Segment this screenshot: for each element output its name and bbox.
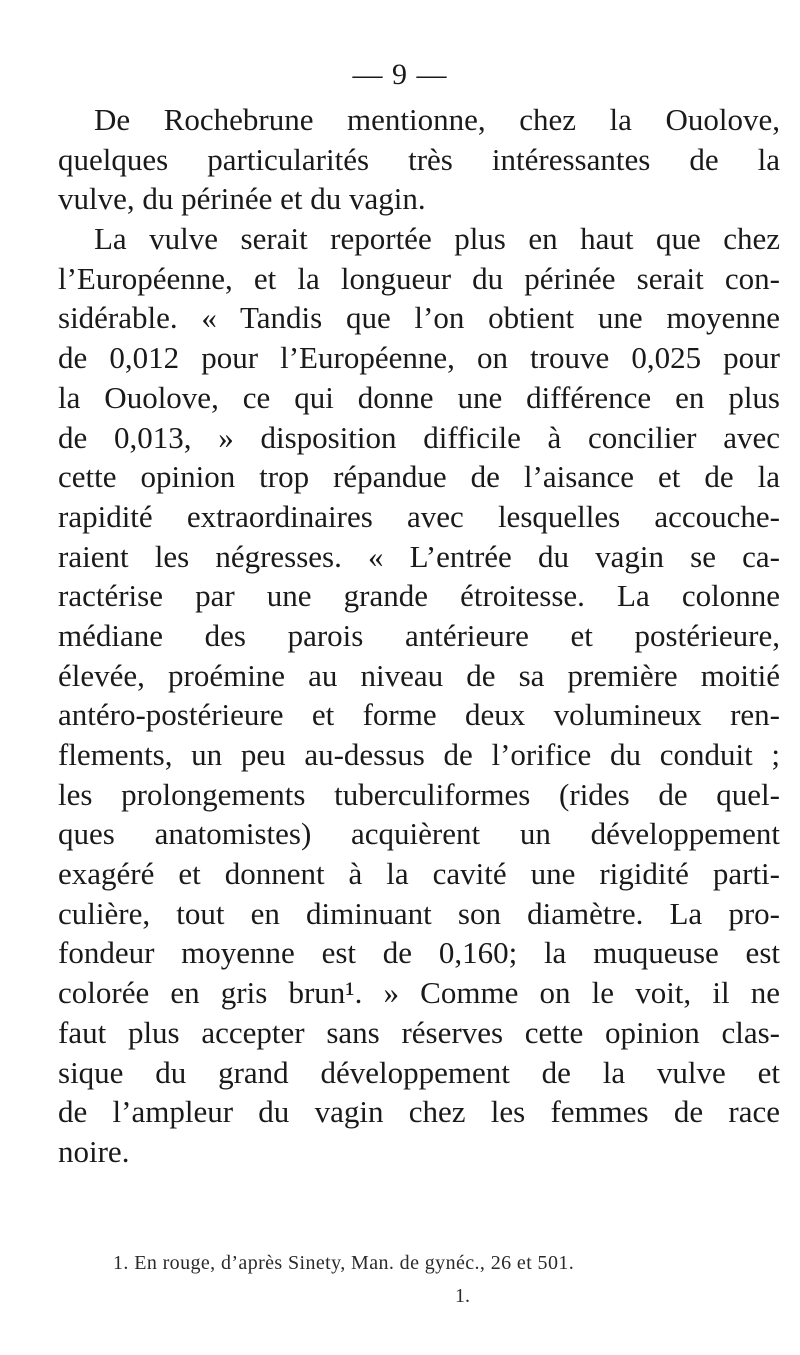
text-line: la Ouolove, ce qui donne une différence en plus: [58, 379, 780, 415]
text-line: élevée, proémine au niveau de sa première moitié: [58, 657, 780, 693]
text-line: antéro-postérieure et forme deux volumineux ren-: [58, 697, 780, 733]
text-line: cette opinion trop répandue de l’aisance et de la: [58, 459, 780, 495]
footnote: 1. En rouge, d’après Sinety, Man. de gynéc., 26 et 501.: [113, 1252, 575, 1274]
text-line: colorée en gris brun¹. » Comme on le voit, il ne: [58, 975, 780, 1011]
text-line: culière, tout en diminuant son diamètre. La pro-: [58, 895, 780, 931]
text-line: sique du grand développement de la vulve et: [58, 1054, 780, 1090]
text-line: de 0,012 pour l’Européenne, on trouve 0,025 pour: [58, 340, 780, 376]
text-line: sidérable. « Tandis que l’on obtient une moyenne: [58, 300, 780, 336]
text-line: de 0,013, » disposition difficile à concilier avec: [58, 419, 780, 455]
text-line: raient les négresses. « L’entrée du vagin se ca-: [58, 538, 780, 574]
text-line: faut plus accepter sans réserves cette opinion clas-: [58, 1014, 780, 1050]
text-line: noire.: [58, 1133, 130, 1169]
text-line: vulve, du périnée et du vagin.: [58, 181, 426, 217]
text-line: les prolongements tuberculiformes (rides de quel-: [58, 776, 780, 812]
text-line: de l’ampleur du vagin chez les femmes de race: [58, 1094, 780, 1130]
text-line: exagéré et donnent à la cavité une rigidité parti-: [58, 856, 780, 892]
text-line: quelques particularités très intéressantes de la: [58, 141, 780, 177]
text-line: l’Européenne, et la longueur du périnée serait con-: [58, 260, 780, 296]
text-line: rapidité extraordinaires avec lesquelles accouche-: [58, 498, 780, 534]
text-line: ractérise par une grande étroitesse. La colonne: [58, 578, 780, 614]
text-line: La vulve serait reportée plus en haut que chez: [94, 221, 780, 257]
text-line: De Rochebrune mentionne, chez la Ouolove,: [94, 102, 780, 137]
text-line: flements, un peu au-dessus de l’orifice du conduit ;: [58, 737, 780, 772]
page-number: — 9 —: [352, 58, 448, 91]
text-line: ques anatomistes) acquièrent un développement: [58, 816, 780, 852]
text-line: médiane des parois antérieure et postérieure,: [58, 617, 780, 653]
signature-mark: 1.: [455, 1285, 470, 1307]
text-line: fondeur moyenne est de 0,160; la muqueuse est: [58, 935, 780, 971]
body-text: [58, 100, 780, 1172]
